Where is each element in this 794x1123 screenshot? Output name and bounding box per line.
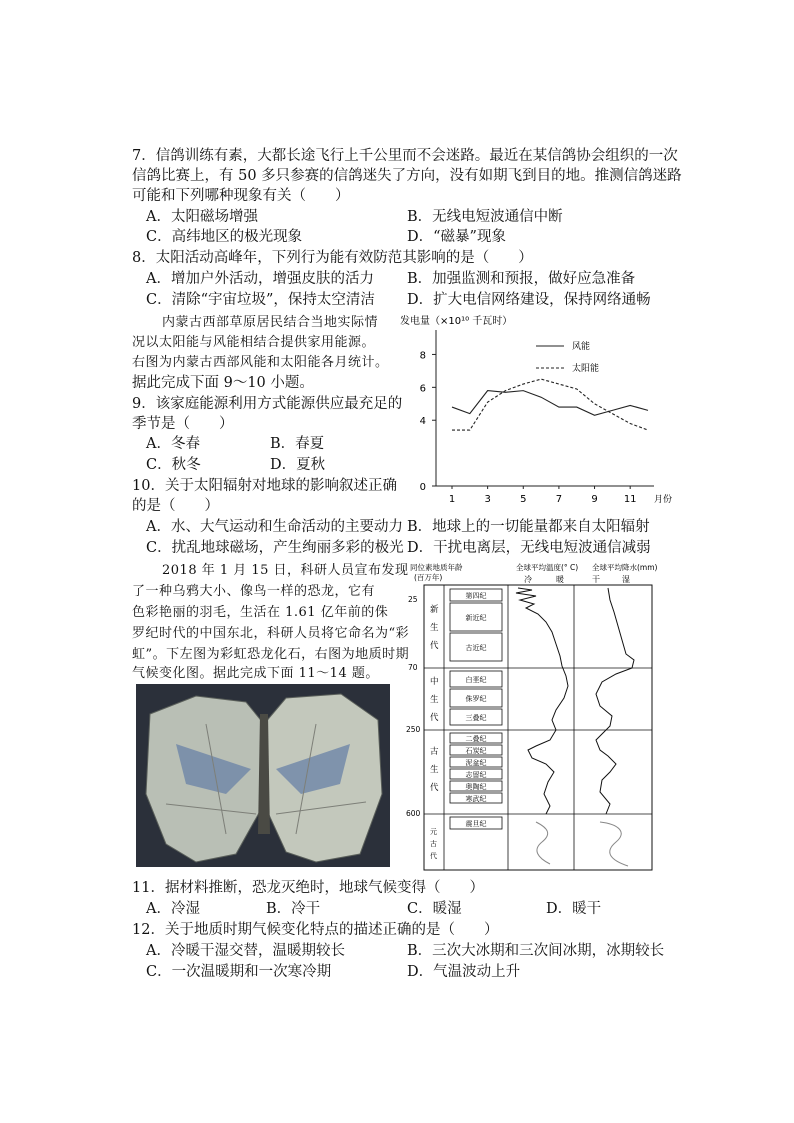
q10-stem-line1: 10．关于太阳辐射对地球的影响叙述正确 [132, 478, 397, 494]
q11-option-c[interactable]: C．暖湿 [407, 901, 462, 917]
q9-option-d[interactable]: D．夏秋 [270, 457, 326, 473]
energy-xlabel: 月份 [654, 495, 673, 505]
period-label-2-1: 石炭纪 [465, 747, 487, 755]
energy-ytick-3: 8 [419, 350, 426, 362]
age-600: 600 [406, 809, 421, 818]
material2-line5: 虹”。下左图为彩虹恐龙化石，右图为地质时期 [132, 647, 410, 662]
q10-option-a[interactable]: A．水、大气运动和生命活动的主要动力 [146, 519, 403, 535]
q10-option-c[interactable]: C．扰乱地球磁场，产生绚丽多彩的极光 [146, 540, 404, 556]
material1-line1: 内蒙古西部草原居民结合当地实际情 [162, 315, 379, 330]
q7-option-a[interactable]: A．太阳磁场增强 [146, 209, 258, 225]
era-mesozoic-3: 代 [430, 713, 439, 723]
energy-xtick-5: 11 [623, 494, 637, 505]
q12-option-b[interactable]: B．三次大冰期和三次间冰期，冰期较长 [407, 943, 665, 959]
material2-line3: 色彩艳丽的羽毛，生活在 1.61 亿年前的侏 [132, 605, 389, 620]
q9-option-c[interactable]: C．秋冬 [146, 457, 201, 473]
q8-stem: 8．太阳活动高峰年，下列行为能有效防范其影响的是（ ） [132, 250, 533, 266]
material1-line4: 据此完成下面 9～10 小题。 [132, 375, 314, 391]
period-label-0-1: 新近纪 [465, 614, 487, 622]
period-label-1-1: 侏罗纪 [465, 695, 487, 703]
temp-cold-label: 冷 [524, 575, 532, 584]
geo-header-rain: 全球平均降水(mm) [592, 563, 658, 572]
era-paleozoic-2: 生 [430, 765, 439, 775]
energy-series-0 [452, 391, 648, 416]
geo-header-temp: 全球平均温度(° C) [516, 563, 579, 572]
q7-stem-line2: 信鸽比赛上，有 50 多只参赛的信鸽迷失了方向，没有如期飞到目的地。推测信鸽迷路 [132, 168, 682, 184]
material1-line2: 况以太阳能与风能相结合提供家用能源。 [132, 335, 376, 350]
temp-warm-label: 暖 [556, 575, 564, 584]
q12-option-d[interactable]: D．气温波动上升 [407, 964, 521, 980]
period-label-2-5: 寒武纪 [465, 795, 487, 803]
fossil-picture [136, 684, 390, 867]
material2-line1: 2018 年 1 月 15 日，科研人员宣布发现 [162, 563, 409, 578]
q10-stem-line2: 的是（ ） [132, 498, 219, 514]
q8-option-c[interactable]: C．清除“宇宙垃圾”，保持太空清洁 [146, 292, 375, 308]
era-proterozoic-1: 元 [430, 828, 437, 836]
rain-dry-label: 干 [592, 575, 600, 584]
age-25: 25 [408, 595, 418, 604]
period-label-2-0: 二叠纪 [465, 735, 487, 743]
era-proterozoic-2: 古 [430, 840, 437, 848]
energy-legend-label-1: 太阳能 [572, 364, 600, 374]
q12-option-c[interactable]: C．一次温暖期和一次寒冷期 [146, 964, 332, 980]
q9-stem-line2: 季节是（ ） [132, 416, 234, 432]
period-label-2-2: 泥盆纪 [465, 759, 487, 767]
q12-stem: 12．关于地质时期气候变化特点的描述正确的是（ ） [132, 922, 499, 938]
q9-option-a[interactable]: A．冬春 [146, 436, 200, 452]
q11-option-a[interactable]: A．冷湿 [146, 901, 200, 917]
q7-option-d[interactable]: D．“磁暴”现象 [407, 229, 506, 245]
energy-xtick-4: 9 [591, 494, 598, 505]
period-label-0-2: 古近纪 [465, 644, 487, 652]
q7-stem-line1: 7．信鸽训练有素，大都长途飞行上千公里而不会迷路。最近在某信鸽协会组织的一次 [132, 148, 678, 164]
q12-option-a[interactable]: A．冷暖干湿交替，温暖期较长 [146, 943, 345, 959]
era-mesozoic-2: 生 [430, 695, 439, 705]
q8-option-b[interactable]: B．加强监测和预报，做好应急准备 [407, 271, 636, 287]
temperature-curve-lower [536, 822, 550, 864]
energy-xtick-3: 7 [555, 494, 563, 505]
energy-ytick-0: 0 [419, 482, 426, 493]
age-250: 250 [406, 725, 421, 734]
period-label-3-0: 震旦纪 [465, 820, 487, 828]
period-label-1-0: 白垩纪 [465, 676, 487, 684]
energy-series-1 [452, 379, 648, 430]
temperature-curve [516, 588, 568, 814]
energy-legend-label-0: 风能 [572, 342, 591, 352]
q8-option-d[interactable]: D．扩大电信网络建设，保持网络通畅 [407, 292, 651, 308]
q10-option-d[interactable]: D．干扰电离层，无线电短波通信减弱 [407, 540, 651, 556]
q7-option-c[interactable]: C．高纬地区的极光现象 [146, 229, 303, 245]
energy-ytick-1: 4 [419, 416, 426, 428]
material1-line3: 右图为内蒙古西部风能和太阳能各月统计。 [132, 355, 389, 370]
geo-header-age: 同位素地质年龄 [410, 563, 463, 572]
q9-stem-line1: 9．该家庭能源利用方式能源供应最充足的 [132, 396, 403, 412]
era-paleozoic-3: 代 [430, 783, 439, 793]
period-label-0-0: 第四纪 [465, 592, 487, 600]
energy-xtick-1: 3 [484, 494, 491, 505]
period-label-1-2: 三叠纪 [465, 714, 487, 722]
energy-ytick-2: 6 [419, 383, 426, 395]
era-cenozoic-1: 新 [430, 605, 439, 615]
precipitation-curve-lower [600, 822, 628, 866]
energy-xtick-2: 5 [520, 494, 527, 505]
q9-option-b[interactable]: B．春夏 [270, 436, 325, 452]
q7-stem-line3: 可能和下列哪种现象有关（ ） [132, 188, 350, 204]
energy-chart-ylabel: 发电量（×10¹⁰ 千瓦时） [400, 316, 513, 327]
age-70: 70 [408, 663, 418, 672]
energy-xtick-0: 1 [448, 494, 456, 505]
material2-line2: 了一种乌鸦大小、像鸟一样的恐龙，它有 [132, 584, 376, 599]
material2-line6: 气候变化图。据此完成下面 11～14 题。 [132, 666, 379, 681]
q8-option-a[interactable]: A．增加户外活动，增强皮肤的活力 [146, 271, 374, 287]
era-proterozoic-3: 代 [430, 852, 437, 860]
period-label-2-3: 志留纪 [465, 771, 487, 779]
rain-wet-label: 湿 [622, 575, 630, 584]
precipitation-curve [596, 588, 634, 814]
q11-stem: 11．据材料推断，恐龙灭绝时，地球气候变得（ ） [132, 880, 484, 896]
geo-header-unit: (百万年) [414, 573, 443, 582]
era-mesozoic-1: 中 [430, 677, 439, 687]
period-label-2-4: 奥陶纪 [465, 783, 487, 791]
era-paleozoic-1: 古 [430, 747, 439, 757]
energy-line-chart [396, 308, 673, 508]
q11-option-b[interactable]: B．冷干 [266, 901, 321, 917]
q11-option-d[interactable]: D．暖干 [546, 901, 602, 917]
material2-line4: 罗纪时代的中国东北，科研人员将它命名为“彩 [132, 626, 410, 641]
era-cenozoic-3: 代 [430, 641, 439, 651]
rainbow-dinosaur-fossil-image [136, 684, 390, 867]
era-cenozoic-2: 生 [430, 623, 439, 633]
q7-option-b[interactable]: B．无线电短波通信中断 [407, 209, 563, 225]
q10-option-b[interactable]: B．地球上的一切能量都来自太阳辐射 [407, 519, 650, 535]
geologic-climate-chart [396, 560, 666, 872]
